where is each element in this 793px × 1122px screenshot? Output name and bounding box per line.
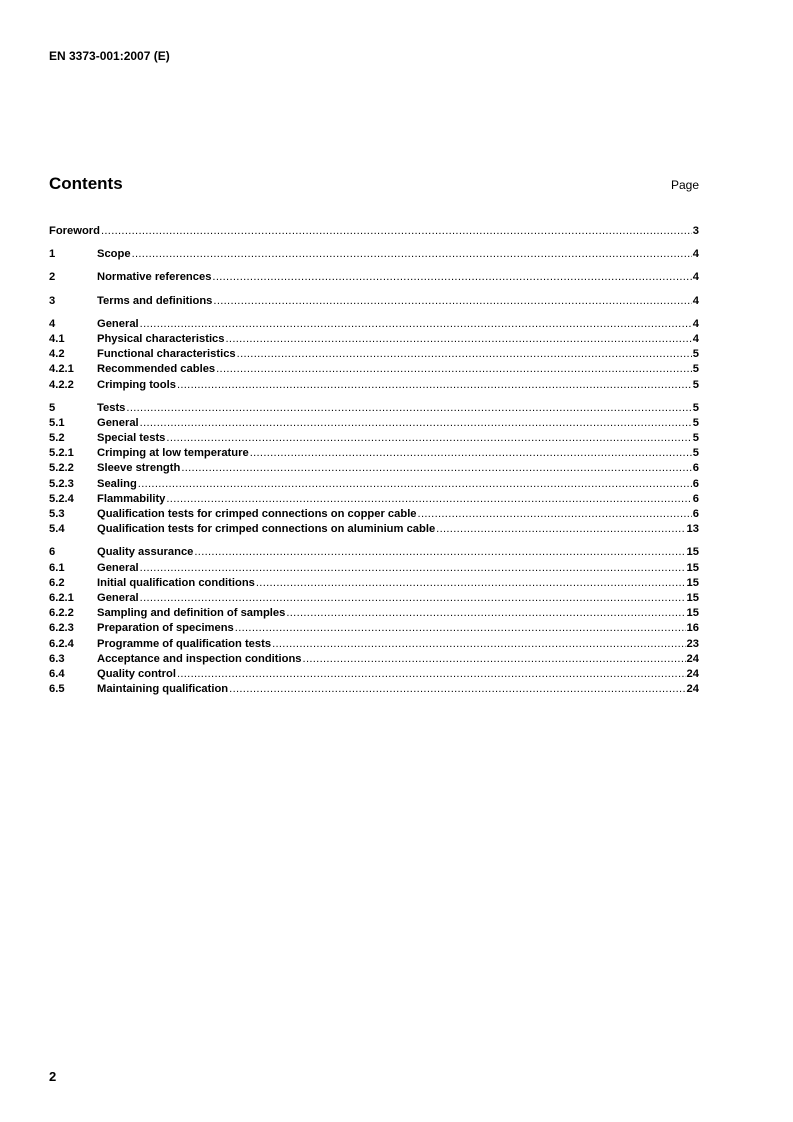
toc-dot-leader bbox=[177, 667, 686, 682]
toc-entry-number: 4.2.1 bbox=[49, 363, 74, 376]
toc-entry-number: 6.5 bbox=[49, 683, 65, 696]
toc-entry-number: 5.2.1 bbox=[49, 447, 74, 460]
toc-entry-page: 4 bbox=[692, 248, 699, 261]
toc-entry-number: 6.2.3 bbox=[49, 622, 74, 635]
toc-entry[interactable] bbox=[49, 545, 699, 560]
toc-entry-title: General bbox=[97, 317, 139, 330]
toc-dot-leader bbox=[138, 477, 692, 492]
toc-entry-page: 15 bbox=[686, 576, 699, 589]
table-of-contents bbox=[49, 224, 699, 697]
toc-entry-number: 6.2.2 bbox=[49, 607, 74, 620]
toc-entry-page: 4 bbox=[692, 332, 699, 345]
toc-entry-number: 6 bbox=[49, 546, 56, 559]
toc-dot-leader bbox=[272, 637, 685, 652]
toc-entry[interactable] bbox=[49, 561, 699, 576]
toc-dot-leader bbox=[140, 591, 686, 606]
toc-entry-title: Acceptance and inspection conditions bbox=[97, 652, 302, 665]
toc-entry[interactable] bbox=[49, 507, 699, 522]
toc-entry-number: 5.2.4 bbox=[49, 492, 74, 505]
toc-entry-page: 4 bbox=[692, 294, 699, 307]
toc-dot-leader bbox=[418, 507, 692, 522]
toc-dot-leader bbox=[101, 224, 692, 239]
toc-entry-page: 6 bbox=[692, 477, 699, 490]
toc-entry-title: General bbox=[97, 416, 139, 429]
toc-entry-number: 2 bbox=[49, 271, 56, 284]
toc-dot-leader bbox=[140, 317, 692, 332]
toc-entry-title: Sealing bbox=[97, 477, 137, 490]
toc-entry[interactable] bbox=[49, 682, 699, 697]
toc-entry-number: 6.1 bbox=[49, 561, 65, 574]
toc-dot-leader bbox=[166, 431, 691, 446]
toc-dot-leader bbox=[235, 621, 686, 636]
contents-title: Contents bbox=[49, 174, 123, 193]
toc-entry-number: 5 bbox=[49, 401, 56, 414]
toc-dot-leader bbox=[229, 682, 685, 697]
toc-dot-leader bbox=[286, 606, 685, 621]
toc-entry-title: Qualification tests for crimped connections on copper cable bbox=[97, 508, 417, 520]
toc-entry-title: Preparation of specimens bbox=[97, 622, 234, 635]
toc-entry-title: Special tests bbox=[97, 432, 166, 445]
toc-entry[interactable] bbox=[49, 270, 699, 285]
toc-entry[interactable] bbox=[49, 637, 699, 652]
toc-entry[interactable] bbox=[49, 347, 699, 362]
toc-entry-page: 24 bbox=[686, 667, 699, 680]
toc-entry-page: 24 bbox=[686, 652, 699, 665]
toc-entry[interactable] bbox=[49, 477, 699, 492]
toc-entry-title: Functional characteristics bbox=[97, 348, 236, 361]
toc-entry[interactable] bbox=[49, 446, 699, 461]
toc-entry-number: 6.2 bbox=[49, 576, 65, 589]
toc-dot-leader bbox=[213, 294, 691, 309]
toc-entry[interactable] bbox=[49, 492, 699, 507]
toc-entry-page: 15 bbox=[686, 546, 699, 559]
toc-dot-leader bbox=[250, 446, 692, 461]
toc-entry-title: Programme of qualification tests bbox=[97, 637, 272, 650]
toc-entry-title: Crimping at low temperature bbox=[97, 447, 249, 460]
toc-entry-page: 15 bbox=[686, 607, 699, 620]
toc-entry-page: 6 bbox=[692, 462, 699, 475]
toc-entry[interactable] bbox=[49, 461, 699, 476]
toc-entry[interactable] bbox=[49, 247, 699, 262]
document-id-header: EN 3373-001:2007 (E) bbox=[49, 49, 170, 63]
toc-dot-leader bbox=[126, 401, 691, 416]
toc-entry[interactable] bbox=[49, 667, 699, 682]
toc-entry-title: Terms and definitions bbox=[97, 294, 213, 307]
toc-entry-number: 6.4 bbox=[49, 667, 65, 680]
toc-entry-page: 5 bbox=[692, 416, 699, 429]
toc-entry-page: 5 bbox=[692, 447, 699, 460]
toc-entry-number: 5.2.3 bbox=[49, 477, 74, 490]
toc-entry-page: 4 bbox=[692, 317, 699, 330]
toc-dot-leader bbox=[216, 362, 692, 377]
toc-entry-number: 6.3 bbox=[49, 652, 65, 665]
toc-entry-page: 5 bbox=[692, 378, 699, 391]
toc-entry-title: Recommended cables bbox=[97, 363, 216, 376]
toc-entry[interactable] bbox=[49, 401, 699, 416]
toc-entry[interactable] bbox=[49, 431, 699, 446]
toc-entry-title: Qualification tests for crimped connections on aluminium cable bbox=[97, 523, 436, 536]
toc-entry[interactable] bbox=[49, 317, 699, 332]
toc-entry[interactable] bbox=[49, 591, 699, 606]
toc-entry-title: Scope bbox=[97, 248, 131, 261]
toc-entry-title: Flammability bbox=[97, 492, 166, 505]
toc-entry-page: 6 bbox=[692, 492, 699, 505]
toc-entry-number: 4.2 bbox=[49, 348, 65, 361]
toc-entry-number: 5.2.2 bbox=[49, 462, 74, 475]
toc-entry-page: 5 bbox=[692, 432, 699, 445]
page-number: 2 bbox=[49, 1069, 57, 1084]
toc-entry[interactable] bbox=[49, 576, 699, 591]
toc-dot-leader bbox=[237, 347, 692, 362]
toc-entry-title: Physical characteristics bbox=[97, 332, 225, 345]
toc-entry-title: Quality control bbox=[97, 667, 176, 680]
toc-entry-title: Tests bbox=[97, 401, 126, 414]
toc-dot-leader bbox=[132, 247, 692, 262]
toc-entry-number: 5.1 bbox=[49, 416, 65, 429]
toc-entry-page: 16 bbox=[686, 622, 699, 635]
toc-entry-title: Normative references bbox=[97, 271, 212, 284]
toc-entry-number: 1 bbox=[49, 248, 56, 261]
toc-entry-page: 3 bbox=[692, 225, 699, 237]
toc-entry-title: Crimping tools bbox=[97, 378, 176, 391]
toc-entry-number: 5.4 bbox=[49, 523, 65, 536]
toc-entry-number: 4 bbox=[49, 317, 56, 330]
toc-entry[interactable] bbox=[49, 606, 699, 621]
toc-entry[interactable] bbox=[49, 378, 699, 393]
toc-dot-leader bbox=[212, 270, 691, 285]
toc-entry-number: 3 bbox=[49, 294, 56, 307]
toc-entry[interactable] bbox=[49, 332, 699, 347]
toc-entry-title: Quality assurance bbox=[97, 546, 194, 559]
toc-entry-title: Foreword bbox=[49, 225, 100, 237]
toc-entry-page: 5 bbox=[692, 363, 699, 376]
page-column-label: Page bbox=[670, 178, 699, 192]
toc-entry-page: 5 bbox=[692, 348, 699, 361]
toc-entry-page: 13 bbox=[686, 523, 699, 536]
toc-entry[interactable] bbox=[49, 522, 699, 537]
toc-dot-leader bbox=[226, 332, 692, 347]
toc-entry[interactable] bbox=[49, 416, 699, 431]
toc-entry-title: Sampling and definition of samples bbox=[97, 607, 286, 620]
toc-entry-number: 5.3 bbox=[49, 508, 65, 520]
toc-dot-leader bbox=[436, 522, 685, 537]
toc-entry[interactable] bbox=[49, 621, 699, 636]
toc-entry-number: 4.1 bbox=[49, 332, 65, 345]
toc-entry-page: 15 bbox=[686, 561, 699, 574]
toc-entry-title: Initial qualification conditions bbox=[97, 576, 255, 589]
toc-entry-title: General bbox=[97, 561, 139, 574]
toc-entry[interactable] bbox=[49, 294, 699, 309]
toc-dot-leader bbox=[166, 492, 691, 507]
toc-entry-page: 5 bbox=[692, 401, 699, 414]
toc-entry-page: 6 bbox=[692, 508, 699, 520]
toc-entry[interactable] bbox=[49, 224, 699, 239]
toc-dot-leader bbox=[177, 378, 692, 393]
toc-entry-page: 24 bbox=[686, 683, 699, 696]
toc-dot-leader bbox=[194, 545, 685, 560]
toc-entry-page: 4 bbox=[692, 271, 699, 284]
toc-entry-number: 6.2.4 bbox=[49, 637, 74, 650]
toc-dot-leader bbox=[140, 416, 692, 431]
toc-entry-number: 6.2.1 bbox=[49, 591, 74, 604]
toc-entry-title: Maintaining qualification bbox=[97, 683, 229, 696]
toc-entry-page: 23 bbox=[686, 637, 699, 650]
toc-entry[interactable] bbox=[49, 652, 699, 667]
toc-entry-title: General bbox=[97, 591, 139, 604]
toc-dot-leader bbox=[256, 576, 686, 591]
toc-dot-leader bbox=[140, 561, 686, 576]
toc-entry-number: 5.2 bbox=[49, 432, 65, 445]
toc-dot-leader bbox=[303, 652, 686, 667]
toc-entry-number: 4.2.2 bbox=[49, 378, 74, 391]
toc-dot-leader bbox=[181, 461, 691, 476]
toc-entry[interactable] bbox=[49, 362, 699, 377]
toc-entry-title: Sleeve strength bbox=[97, 462, 181, 475]
toc-entry-page: 15 bbox=[686, 591, 699, 604]
